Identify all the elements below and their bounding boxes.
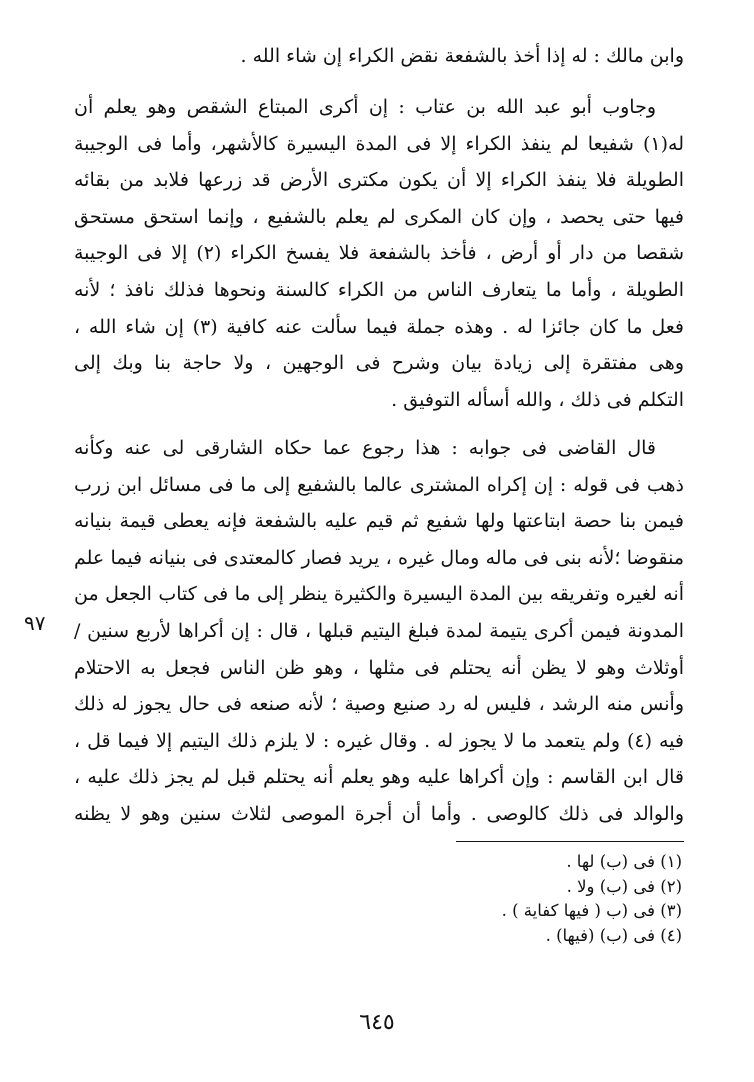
footnote-1: (١) فى (ب) لها . <box>566 852 682 871</box>
footnote-3: (٣) فى (ب ( فيها كفاية ) . <box>501 901 682 920</box>
page-number: ٦٤٥ <box>359 1010 395 1035</box>
text-line: وجاوب أبو عبد الله بن عتاب : إن أكرى المبتاع الشقص وهو يعلم أن <box>74 96 656 118</box>
text-line: منقوضا ؛لأنه بنى فى ماله ومال غيره ، يريد فصار كالمعتدى فى بنيانه فيما علم <box>74 546 684 569</box>
intro-paragraph <box>74 38 684 75</box>
margin-folio-number: ٩٧ <box>24 611 46 635</box>
text-line: قال القاضى فى جوابه : هذا رجوع عما حكاه الشارقى لى عنه وكأنه <box>74 437 656 459</box>
text-line: شقصا من دار أو أرض ، فأخذ بالشفعة فلا يفسخ الكراء (٢) إلا فى الوجيبة <box>74 242 684 265</box>
text-line: أوثلاث وهو لا يظن أنه يحتلم فى مثلها ، وهو ظن الناس فجعل به الاحتلام <box>74 656 684 679</box>
text-line: المدونة فيمن أكرى يتيمة لمدة فبلغ اليتيم قبلها ، قال : إن أكراها لأربع سنين / <box>74 619 684 642</box>
paragraph-ibn-attab-answer <box>74 89 684 418</box>
text-line: فعل ما كان جائزا له . وهذه جملة فيما سألت عنه كافية (٣) إن شاء الله ، <box>74 315 684 338</box>
text-line: فيمن بنا حصة ابتاعتها ولها شفيع ثم قيم عليه بالشفعة فإنه يعطى قيمة بنيانه <box>74 510 684 533</box>
text-line: فيها حتى يحصد ، وإن كان المكرى لم يعلم بالشفيع ، وإنما استحق مستحق <box>74 205 684 228</box>
text-line: والوالد فى ذلك كالوصى . وأما أن أجرة الموصى لثلاث سنين وهو لا يظنه <box>74 802 684 825</box>
text-line: أنه لغيره وتفريقه بين المدة اليسيرة والكثيرة ينظر إلى ما فى كتاب الجعل من <box>74 583 684 606</box>
text-line: وهى مفتقرة إلى زيادة بيان وشرح فى الوجهين ، ولا حاجة بنا وبك إلى <box>74 352 684 375</box>
text-line: وأنس منه الرشد ، فليس له رد صنيع وصية ؛ لأنه صنعه فى حال يجوز له ذلك <box>74 693 684 716</box>
text-line: الطويلة فلا ينفذ الكراء إلا أن يكون مكترى الأرض قد زرعها فلابد من بقائه <box>74 169 684 192</box>
text-line: قال ابن القاسم : وإن أكراها عليه وهو يعلم أنه يحتلم قبل لم يجز ذلك عليه ، <box>74 766 684 789</box>
text-line: التكلم فى ذلك ، والله أسأله التوفيق . <box>391 388 684 411</box>
text-line: وابن مالك : له إذا أخذ بالشفعة نقض الكراء إن شاء الله . <box>240 45 684 67</box>
text-line: له(١) شفيعا لم ينفذ الكراء إلا فى المدة اليسيرة كالأشهر، وأما فى الوجيبة <box>74 132 684 155</box>
text-line: فيه (٤) ولم يتعمد ما لا يجوز له . وقال غيره : لا يلزم ذلك اليتيم إلا فيما قل ، <box>74 729 684 752</box>
footnote-2: (٢) فى (ب) ولا . <box>566 876 682 896</box>
paragraph-qadi-answer <box>74 430 684 833</box>
footnote-divider <box>456 841 684 842</box>
text-line: ذهب فى قوله : إن إكراه المشترى عالما بالشفيع إلى ما فى مسائل ابن زرب <box>74 473 684 496</box>
text-line: الطويلة ، وأما ما يتعارف الناس من الكراء كالسنة ونحوها فذلك نافذ ؛ لأنه <box>74 278 684 301</box>
footnote-4: (٤) فى (ب) (فيها) . <box>545 925 682 945</box>
footnotes <box>502 850 682 948</box>
